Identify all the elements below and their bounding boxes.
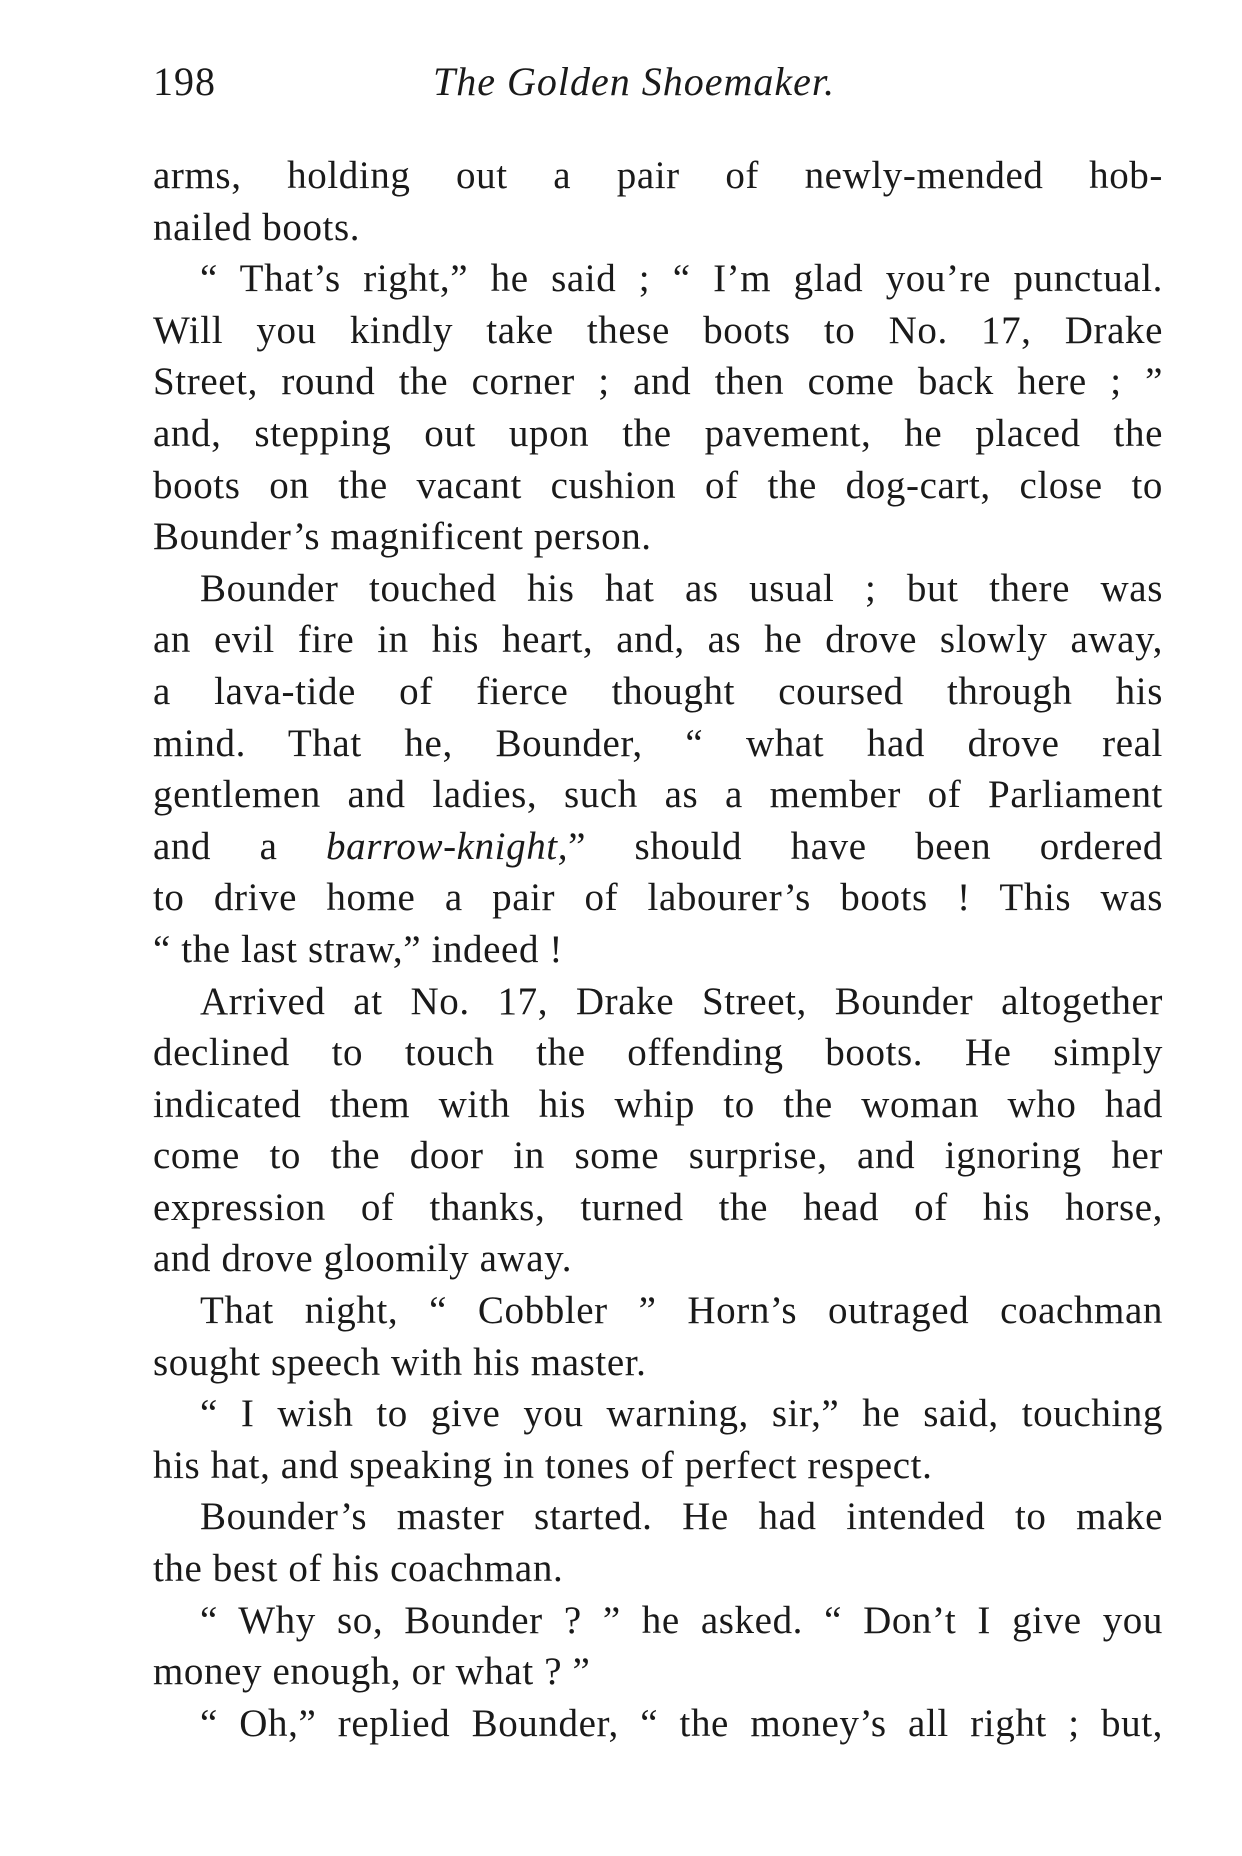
text-line: “ Oh,” replied Bounder, “ the money’s all right ; but, bbox=[200, 1701, 1163, 1745]
text-line: Bounder’s master started. He had intended to make bbox=[200, 1495, 1163, 1539]
text-run: ” should have been ordered bbox=[568, 824, 1163, 868]
text-run: and a bbox=[153, 824, 327, 868]
text-line: Bounder touched his hat as usual ; but there was bbox=[200, 566, 1163, 610]
text-line: come to the door in some surprise, and ignoring her bbox=[153, 1134, 1163, 1178]
text-line: nailed boots. bbox=[153, 205, 361, 249]
text-line: the best of his coachman. bbox=[153, 1547, 564, 1591]
text-line: “ the last straw,” indeed ! bbox=[153, 927, 564, 971]
italic-text-run: barrow-knight, bbox=[326, 824, 569, 868]
text-line: indicated them with his whip to the woman who had bbox=[153, 1082, 1163, 1126]
text-line: and drove gloomily away. bbox=[153, 1237, 573, 1281]
text-line: Street, round the corner ; and then come back here ; ” bbox=[153, 360, 1163, 404]
text-line: mind. That he, Bounder, “ what had drove real bbox=[153, 721, 1163, 765]
text-line: expression of thanks, turned the head of his horse, bbox=[153, 1185, 1163, 1229]
text-line: boots on the vacant cushion of the dog-cart, close to bbox=[153, 463, 1163, 507]
text-line: That night, “ Cobbler ” Horn’s outraged coachman bbox=[200, 1289, 1163, 1333]
text-line bbox=[153, 821, 1163, 873]
page-header bbox=[153, 58, 1163, 118]
text-line: his hat, and speaking in tones of perfect respect. bbox=[153, 1443, 933, 1487]
page-number: 198 bbox=[153, 59, 216, 104]
text-line: gentlemen and ladies, such as a member of Parliament bbox=[153, 773, 1163, 817]
text-line: to drive home a pair of labourer’s boots ! This was bbox=[153, 876, 1163, 920]
text-line: Arrived at No. 17, Drake Street, Bounder altogether bbox=[200, 979, 1163, 1023]
text-line: money enough, or what ? ” bbox=[153, 1650, 591, 1694]
text-line: “ That’s right,” he said ; “ I’m glad you’re punctual. bbox=[200, 257, 1163, 301]
body-text bbox=[153, 150, 1163, 1749]
text-line: “ I wish to give you warning, sir,” he said, touching bbox=[200, 1392, 1163, 1436]
text-line: Will you kindly take these boots to No. 17, Drake bbox=[153, 308, 1163, 352]
text-line: arms, holding out a pair of newly-mended hob- bbox=[153, 154, 1163, 197]
running-title: The Golden Shoemaker. bbox=[433, 59, 836, 104]
text-line: declined to touch the offending boots. He simply bbox=[153, 1031, 1163, 1075]
text-line: sought speech with his master. bbox=[153, 1340, 647, 1384]
text-line: and, stepping out upon the pavement, he placed the bbox=[153, 411, 1163, 455]
text-line: “ Why so, Bounder ? ” he asked. “ Don’t I give you bbox=[200, 1598, 1163, 1642]
text-line: a lava-tide of fierce thought coursed through his bbox=[153, 669, 1163, 713]
text-line: an evil fire in his heart, and, as he drove slowly away, bbox=[153, 618, 1163, 662]
text-line: Bounder’s magnificent person. bbox=[153, 515, 652, 559]
